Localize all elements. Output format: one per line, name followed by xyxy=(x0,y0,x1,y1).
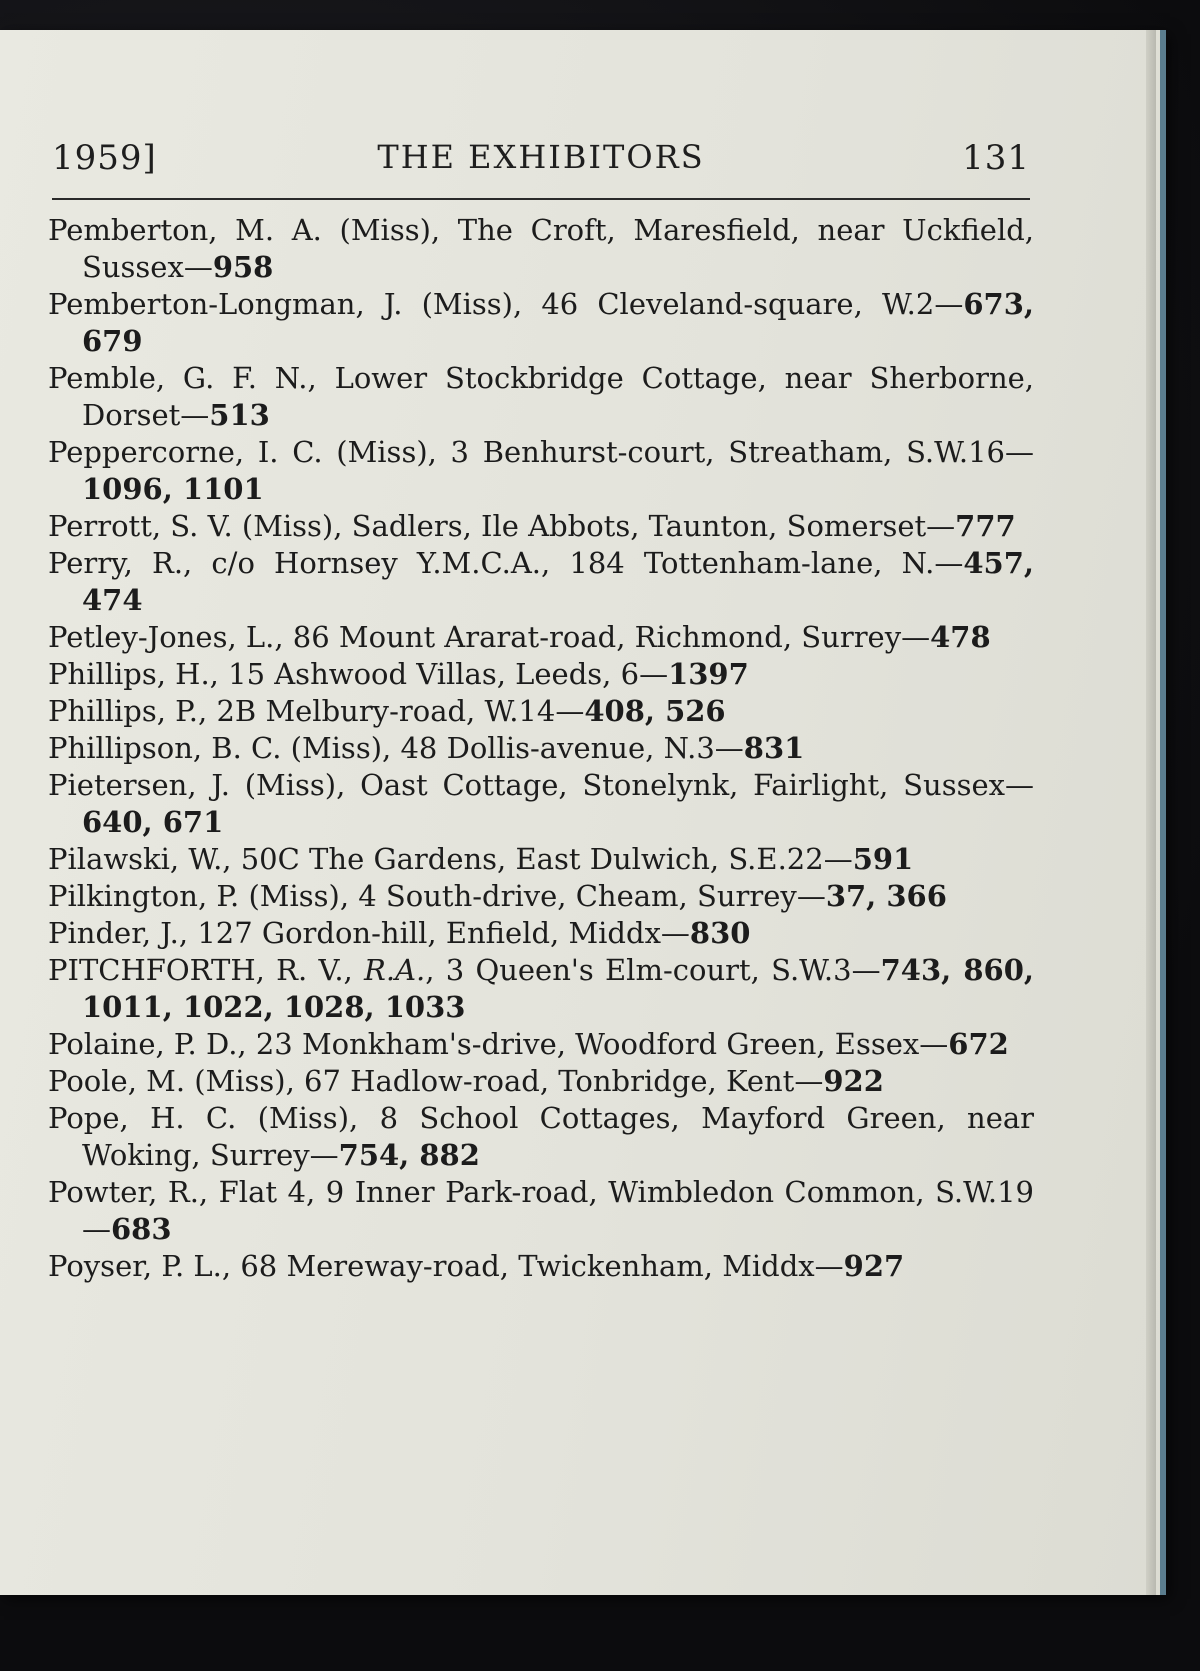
exhibitor-entry xyxy=(48,841,1034,878)
exhibitor-entry xyxy=(48,212,1034,286)
entry-separator: — xyxy=(660,916,690,950)
exhibitor-address: 46 Cleveland-square, W.2 xyxy=(522,287,935,321)
exhibitor-name: Pilkington, P. (Miss), xyxy=(48,879,350,913)
exhibitor-address: c/o Hornsey Y.M.C.A., 184 Tottenham-lane, N. xyxy=(192,546,935,580)
catalogue-numbers: 513 xyxy=(209,398,270,432)
catalogue-numbers: 673, 679 xyxy=(82,287,1034,358)
exhibitor-name: Pemble, G. F. N., xyxy=(48,361,317,395)
page-edge xyxy=(1146,30,1156,1595)
catalogue-numbers: 457, 474 xyxy=(82,546,1034,617)
catalogue-numbers: 37, 366 xyxy=(825,879,947,913)
entry-separator: — xyxy=(180,398,210,432)
header-rule xyxy=(52,198,1030,200)
exhibitor-name: PITCHFORTH, R. V., xyxy=(48,953,353,987)
catalogue-numbers: 743, 860, 1011, 1022, 1028, 1033 xyxy=(82,953,1034,1024)
header-year: 1959] xyxy=(52,138,157,178)
catalogue-numbers: 478 xyxy=(930,620,991,654)
exhibitor-name: Pemberton, M. A. (Miss), xyxy=(48,213,441,247)
entry-separator: — xyxy=(309,1138,339,1172)
exhibitor-name: Phillips, H., xyxy=(48,657,219,691)
entry-separator: — xyxy=(851,953,881,987)
exhibitor-address: Flat 4, 9 Inner Park-road, Wimbledon Common, S.W.19 xyxy=(208,1175,1034,1209)
catalogue-numbers: 754, 882 xyxy=(338,1138,480,1172)
catalogue-numbers: 640, 671 xyxy=(82,805,224,839)
exhibitor-entry xyxy=(48,1063,1034,1100)
entry-separator: — xyxy=(555,694,585,728)
catalogue-numbers: 958 xyxy=(212,250,274,284)
exhibitor-name: Poyser, P. L., xyxy=(48,1249,232,1283)
catalogue-numbers: 927 xyxy=(843,1249,905,1283)
entry-separator: — xyxy=(1004,435,1034,469)
exhibitor-entry xyxy=(48,915,1034,952)
exhibitor-name: Pinder, J., xyxy=(48,916,189,950)
exhibitor-address: , 3 Queen's Elm-court, S.W.3 xyxy=(425,953,852,987)
entry-separator: — xyxy=(639,657,669,691)
exhibitor-address: 127 Gordon-hill, Enfield, Middx xyxy=(188,916,661,950)
entry-separator: — xyxy=(796,879,826,913)
catalogue-numbers: 777 xyxy=(955,509,1016,543)
exhibitor-address: 2B Melbury-road, W.14 xyxy=(207,694,556,728)
page-number: 131 xyxy=(962,138,1030,178)
catalogue-numbers: 1096, 1101 xyxy=(82,472,264,506)
exhibitor-address: Oast Cottage, Stonelynk, Fairlight, Sussex xyxy=(345,768,1005,802)
exhibitor-entry xyxy=(48,434,1034,508)
exhibitor-entry xyxy=(48,286,1034,360)
entry-separator: — xyxy=(823,842,853,876)
entry-separator: — xyxy=(934,546,964,580)
catalogue-numbers: 831 xyxy=(743,731,805,765)
exhibitor-entry xyxy=(48,545,1034,619)
exhibitor-honour: R.A. xyxy=(352,953,426,987)
entry-separator: — xyxy=(919,1027,949,1061)
exhibitor-name: Powter, R., xyxy=(48,1175,209,1209)
exhibitor-name: Phillips, P., xyxy=(48,694,208,728)
exhibitor-name: Perry, R., xyxy=(48,546,193,580)
exhibitor-name: Polaine, P. D., xyxy=(48,1027,247,1061)
entry-separator: — xyxy=(901,620,931,654)
entry-separator: — xyxy=(183,250,213,284)
entry-separator: — xyxy=(714,731,744,765)
catalogue-numbers: 408, 526 xyxy=(584,694,726,728)
entry-separator: — xyxy=(1004,768,1034,802)
entry-separator: — xyxy=(926,509,956,543)
header-title: THE EXHIBITORS xyxy=(377,138,705,176)
catalogue-numbers: 830 xyxy=(689,916,751,950)
exhibitor-address: 23 Monkham's-drive, Woodford Green, Essex xyxy=(246,1027,920,1061)
exhibitor-address: The Croft, Maresfield, near Uckfield, Sussex xyxy=(82,213,1035,284)
catalogue-numbers: 683 xyxy=(111,1212,172,1246)
exhibitor-address: 50C The Gardens, East Dulwich, S.E.22 xyxy=(231,842,824,876)
exhibitor-address: 3 Benhurst-court, Streatham, S.W.16 xyxy=(436,435,1005,469)
exhibitor-address: 48 Dollis-avenue, N.3 xyxy=(391,731,715,765)
exhibitor-entry xyxy=(48,1026,1034,1063)
exhibitor-address: 68 Mereway-road, Twickenham, Middx xyxy=(231,1249,815,1283)
exhibitor-name: Pemberton-Longman, J. (Miss), xyxy=(48,287,523,321)
exhibitor-name: Poole, M. (Miss), xyxy=(48,1064,295,1098)
exhibitor-entry xyxy=(48,619,1034,656)
exhibitor-entry xyxy=(48,878,1034,915)
exhibitor-name: Perrott, S. V. (Miss), xyxy=(48,509,343,543)
exhibitor-name: Pope, H. C. (Miss), xyxy=(48,1101,359,1135)
exhibitor-entry xyxy=(48,693,1034,730)
running-header xyxy=(52,138,1030,182)
exhibitor-entry xyxy=(48,952,1034,1026)
entry-separator: — xyxy=(794,1064,824,1098)
exhibitor-entry xyxy=(48,767,1034,841)
exhibitor-entry xyxy=(48,656,1034,693)
catalogue-numbers: 672 xyxy=(948,1027,1009,1061)
exhibitor-entry xyxy=(48,1248,1034,1285)
exhibitor-entry xyxy=(48,1174,1034,1248)
exhibitor-entry xyxy=(48,360,1034,434)
entry-separator: — xyxy=(934,287,964,321)
exhibitor-name: Petley-Jones, L., xyxy=(48,620,284,654)
exhibitor-address: 67 Hadlow-road, Tonbridge, Kent xyxy=(294,1064,795,1098)
entry-separator: — xyxy=(82,1212,111,1246)
catalogue-numbers: 922 xyxy=(823,1064,884,1098)
exhibitor-address: Lower Stockbridge Cottage, near Sherborne, Dorset xyxy=(82,361,1035,432)
catalogue-numbers: 1397 xyxy=(668,657,749,691)
exhibitor-entry xyxy=(48,1100,1034,1174)
exhibitor-entry xyxy=(48,730,1034,767)
exhibitor-name: Pilawski, W., xyxy=(48,842,232,876)
exhibitor-name: Phillipson, B. C. (Miss), xyxy=(48,731,392,765)
exhibitor-entry xyxy=(48,508,1034,545)
exhibitor-address: 4 South-drive, Cheam, Surrey xyxy=(349,879,797,913)
exhibitor-address: 15 Ashwood Villas, Leeds, 6 xyxy=(218,657,640,691)
exhibitor-address: 86 Mount Ararat-road, Richmond, Surrey xyxy=(283,620,902,654)
exhibitor-name: Peppercorne, I. C. (Miss), xyxy=(48,435,437,469)
exhibitor-name: Pietersen, J. (Miss), xyxy=(48,768,346,802)
exhibitor-address: Sadlers, Ile Abbots, Taunton, Somerset xyxy=(342,509,927,543)
exhibitor-list xyxy=(48,212,1034,1285)
catalogue-numbers: 591 xyxy=(852,842,914,876)
entry-separator: — xyxy=(814,1249,844,1283)
exhibitor-address: 8 School Cottages, Mayford Green, near Woking, Surrey xyxy=(82,1101,1035,1172)
